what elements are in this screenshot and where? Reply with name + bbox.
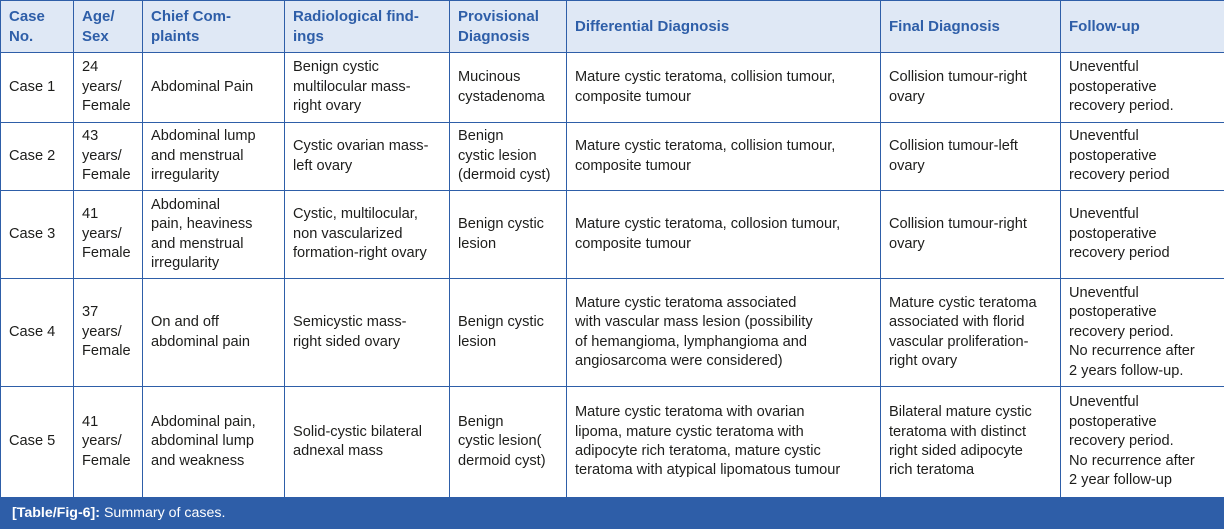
column-header-case-no: Case No.	[1, 1, 74, 53]
cell-case-no: Case 1	[1, 53, 74, 123]
cell-differential-diagnosis: Mature cystic teratoma, collision tumour, composite tumour	[567, 53, 881, 123]
table-row	[1, 279, 1224, 387]
cell-differential-diagnosis: Mature cystic teratoma with ovarian lipoma, mature cystic teratoma with adipocyte rich teratoma, mature cystic teratoma with atypical lipomatous tumour	[567, 387, 881, 498]
cell-provisional-diagnosis: Benign cystic lesion (dermoid cyst)	[450, 123, 567, 191]
cell-differential-diagnosis: Mature cystic teratoma, collision tumour, composite tumour	[567, 123, 881, 191]
column-header-differential-diagnosis: Differential Diagnosis	[567, 1, 881, 53]
cell-chief-complaints: Abdominal Pain	[143, 53, 285, 123]
cell-case-no: Case 5	[1, 387, 74, 498]
cell-radiological-findings: Solid-cystic bilateral adnexal mass	[285, 387, 450, 498]
column-header-follow-up: Follow-up	[1061, 1, 1224, 53]
column-header-provisional-diagnosis: Provisional Diagnosis	[450, 1, 567, 53]
cell-radiological-findings: Semicystic mass- right sided ovary	[285, 279, 450, 387]
column-header-age-sex: Age/ Sex	[74, 1, 143, 53]
table-caption	[0, 497, 1224, 529]
column-header-chief-complaints: Chief Com- plaints	[143, 1, 285, 53]
cell-age-sex: 43 years/ Female	[74, 123, 143, 191]
cell-provisional-diagnosis: Mucinous cystadenoma	[450, 53, 567, 123]
cell-age-sex: 41 years/ Female	[74, 387, 143, 498]
cell-final-diagnosis: Collision tumour-left ovary	[881, 123, 1061, 191]
cell-chief-complaints: Abdominal pain, heaviness and menstrual irregularity	[143, 191, 285, 279]
cell-radiological-findings: Cystic, multilocular, non vascularized formation-right ovary	[285, 191, 450, 279]
cell-radiological-findings: Benign cystic multilocular mass- right ovary	[285, 53, 450, 123]
cell-final-diagnosis: Collision tumour-right ovary	[881, 191, 1061, 279]
cell-chief-complaints: Abdominal lump and menstrual irregularity	[143, 123, 285, 191]
table-row	[1, 387, 1224, 498]
cell-differential-diagnosis: Mature cystic teratoma, collosion tumour, composite tumour	[567, 191, 881, 279]
cell-final-diagnosis: Mature cystic teratoma associated with florid vascular proliferation- right ovary	[881, 279, 1061, 387]
table-header-row	[1, 1, 1224, 53]
column-header-radiological-findings: Radiological find- ings	[285, 1, 450, 53]
caption-label: [Table/Fig-6]:	[12, 505, 101, 521]
cell-case-no: Case 3	[1, 191, 74, 279]
cell-radiological-findings: Cystic ovarian mass- left ovary	[285, 123, 450, 191]
cell-differential-diagnosis: Mature cystic teratoma associated with vascular mass lesion (possibility of hemangioma, lymphangioma and angiosarcoma were considered)	[567, 279, 881, 387]
table-row	[1, 191, 1224, 279]
cell-follow-up: Uneventful postoperative recovery period. No recurrence after 2 years follow-up.	[1061, 279, 1224, 387]
cell-case-no: Case 4	[1, 279, 74, 387]
cell-chief-complaints: On and off abdominal pain	[143, 279, 285, 387]
table-row	[1, 53, 1224, 123]
cell-provisional-diagnosis: Benign cystic lesion	[450, 191, 567, 279]
column-header-final-diagnosis: Final Diagnosis	[881, 1, 1061, 53]
table-row	[1, 123, 1224, 191]
cell-follow-up: Uneventful postoperative recovery period	[1061, 191, 1224, 279]
cell-follow-up: Uneventful postoperative recovery period	[1061, 123, 1224, 191]
cell-age-sex: 24 years/ Female	[74, 53, 143, 123]
cell-age-sex: 37 years/ Female	[74, 279, 143, 387]
cell-follow-up: Uneventful postoperative recovery period.	[1061, 53, 1224, 123]
cell-final-diagnosis: Bilateral mature cystic teratoma with distinct right sided adipocyte rich teratoma	[881, 387, 1061, 498]
cell-case-no: Case 2	[1, 123, 74, 191]
cell-provisional-diagnosis: Benign cystic lesion	[450, 279, 567, 387]
cell-follow-up: Uneventful postoperative recovery period. No recurrence after 2 year follow-up	[1061, 387, 1224, 498]
caption-text: Summary of cases.	[103, 505, 226, 521]
cell-provisional-diagnosis: Benign cystic lesion( dermoid cyst)	[450, 387, 567, 498]
cell-age-sex: 41 years/ Female	[74, 191, 143, 279]
cell-final-diagnosis: Collision tumour-right ovary	[881, 53, 1061, 123]
cell-chief-complaints: Abdominal pain, abdominal lump and weakness	[143, 387, 285, 498]
